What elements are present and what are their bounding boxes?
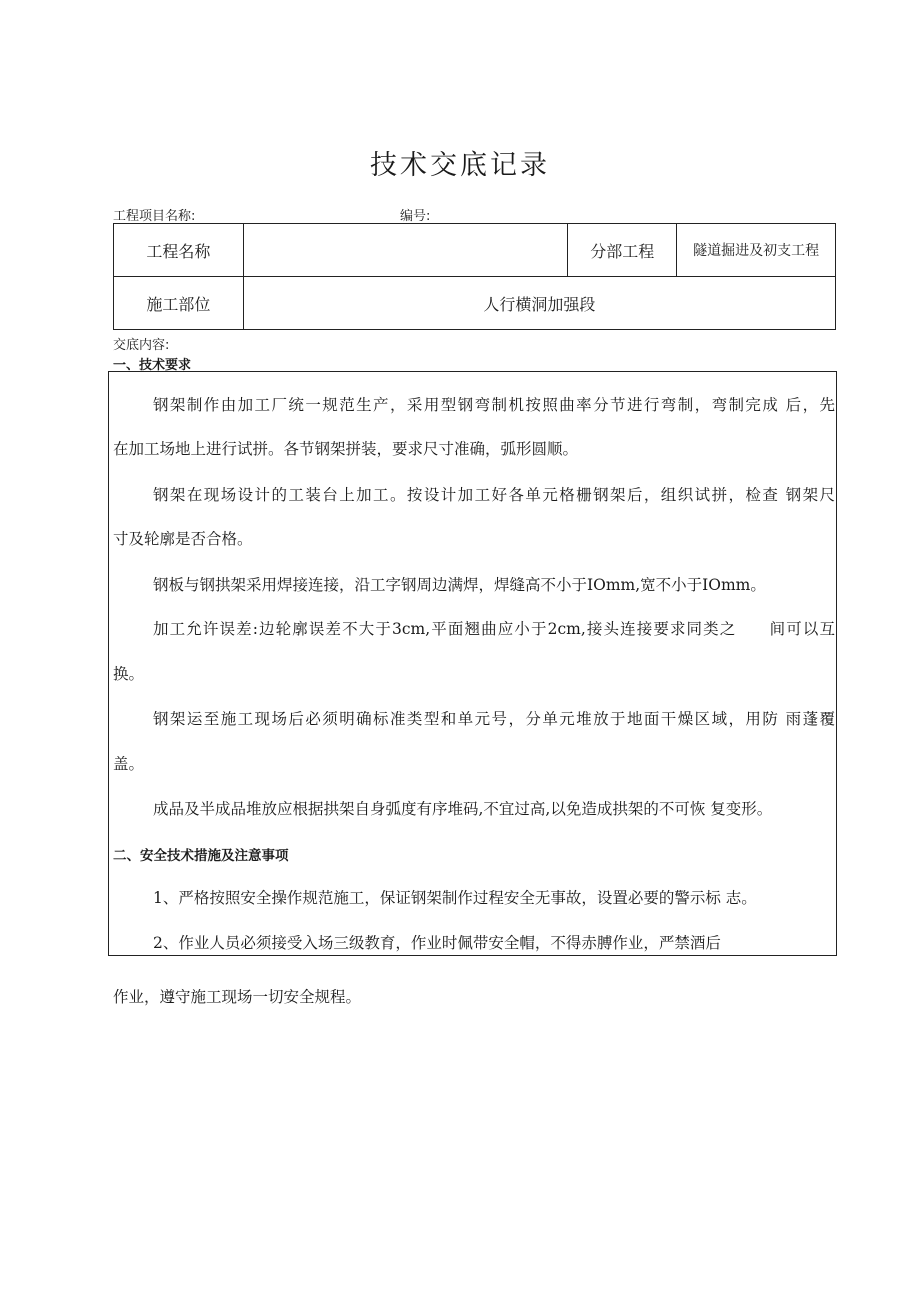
paragraph-line: 盖。 — [113, 755, 145, 773]
paragraph-line: 钢架制作由加工厂统一规范生产，采用型钢弯制机按照曲率分节进行弯制，弯制完成 后，先 — [153, 396, 835, 414]
project-name-value — [243, 224, 568, 277]
info-row-project — [114, 224, 836, 277]
paragraph-line: 钢架在现场设计的工装台上加工。按设计加工好各单元格栅钢架后，组织试拼，检查 钢架尺 — [153, 486, 835, 504]
sub-project-value: 隧道掘进及初支工程 — [677, 224, 836, 277]
paragraph-line: 在加工场地上进行试拼。各节钢架拼装，要求尺寸准确，弧形圆顺。 — [113, 440, 579, 458]
paragraph-line: 钢架运至施工现场后必须明确标准类型和单元号，分单元堆放于地面干燥区域，用防 雨蓬覆 — [153, 710, 835, 728]
sub-project-header: 分部工程 — [568, 224, 677, 277]
paragraph-line: 加工允许误差:边轮廓误差不大于3cm,平面翘曲应小于2cm,接头连接要求同类之 间可以互 — [153, 620, 835, 638]
document-title: 技术交底记录 — [370, 150, 550, 181]
paragraph-line: 寸及轮廓是否合格。 — [113, 530, 253, 548]
paragraph-line: 钢板与钢拱架采用焊接连接，沿工字钢周边满焊，焊缝高不小于IOmm,宽不小于IOmm。 — [153, 576, 766, 594]
project-name-label: 工程项目名称: — [113, 209, 196, 224]
section2-heading: 二、安全技术措施及注意事项 — [113, 848, 289, 864]
number-label: 编号: — [400, 209, 431, 224]
info-table — [113, 223, 836, 330]
info-row-location — [114, 277, 836, 330]
safety-line: 1、严格按照安全操作规范施工，保证钢架制作过程安全无事故，设置必要的警示标 志。 — [153, 889, 757, 907]
safety-line: 作业，遵守施工现场一切安全规程。 — [113, 988, 362, 1006]
safety-line: 2、作业人员必须接受入场三级教育，作业时佩带安全帽，不得赤膊作业，严禁酒后 — [153, 934, 721, 952]
paragraph-line: 换。 — [113, 665, 145, 683]
paragraph-line: 成品及半成品堆放应根据拱架自身弧度有序堆码,不宜过高,以免造成拱架的不可恢 复变形。 — [153, 800, 773, 818]
location-value: 人行横洞加强段 — [243, 277, 835, 330]
location-header: 施工部位 — [114, 277, 244, 330]
project-name-header: 工程名称 — [114, 224, 244, 277]
intro-label: 交底内容: — [113, 338, 170, 353]
section1-heading: 一、技术要求 — [113, 358, 192, 373]
